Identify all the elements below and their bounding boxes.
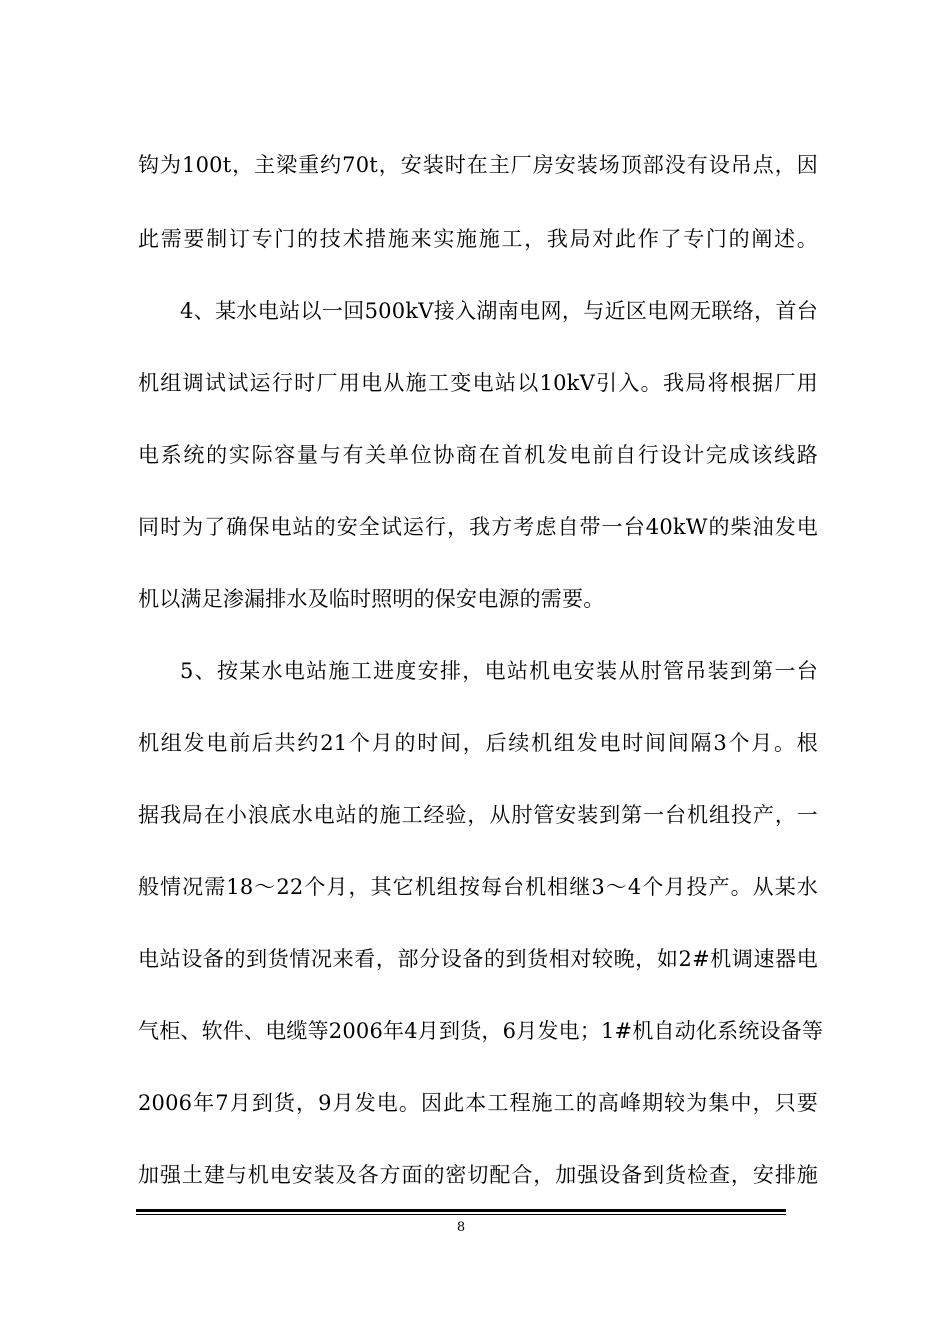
text-line-14: 2006年7月到货，9月发电。因此本工程施工的高峰期较为集中，只要 xyxy=(138,1091,818,1115)
text-line-11: 般情况需18～22个月，其它机组按每台机相继3～4个月投产。从某水 xyxy=(138,875,818,899)
text-line-4: 机组调试试运行时厂用电从施工变电站以10kV引入。我局将根据厂用 xyxy=(138,371,818,395)
text-line-6: 同时为了确保电站的安全试运行，我方考虑自带一台40kW的柴油发电 xyxy=(138,515,818,539)
text-line-5: 电系统的实际容量与有关单位协商在首机发电前自行设计完成该线路 xyxy=(138,443,818,467)
footer-rule-thick xyxy=(136,1209,786,1212)
text-line-2: 此需要制订专门的技术措施来实施施工，我局对此作了专门的阐述。 xyxy=(138,227,818,251)
text-line-10: 据我局在小浪底水电站的施工经验，从肘管安装到第一台机组投产，一 xyxy=(138,803,818,827)
text-line-15: 加强土建与机电安装及各方面的密切配合，加强设备到货检查，安排施 xyxy=(138,1163,818,1187)
text-line-7: 机以满足渗漏排水及临时照明的保安电源的需要。 xyxy=(138,587,605,611)
text-line-1: 钩为100t，主梁重约70t，安装时在主厂房安装场顶部没有设吊点，因 xyxy=(138,153,818,177)
footer-rule-thin xyxy=(136,1214,786,1215)
text-line-13: 气柜、软件、电缆等2006年4月到货，6月发电；1#机自动化系统设备等 xyxy=(138,1019,824,1043)
text-line-3: 4、某水电站以一回500kV接入湖南电网，与近区电网无联络，首台 xyxy=(180,299,818,323)
text-line-8: 5、按某水电站施工进度安排，电站机电安装从肘管吊装到第一台 xyxy=(180,659,818,683)
page-number: 8 xyxy=(456,1220,466,1235)
text-line-12: 电站设备的到货情况来看，部分设备的到货相对较晚，如2#机调速器电 xyxy=(138,947,818,971)
text-line-9: 机组发电前后共约21个月的时间，后续机组发电时间间隔3个月。根 xyxy=(138,731,818,755)
